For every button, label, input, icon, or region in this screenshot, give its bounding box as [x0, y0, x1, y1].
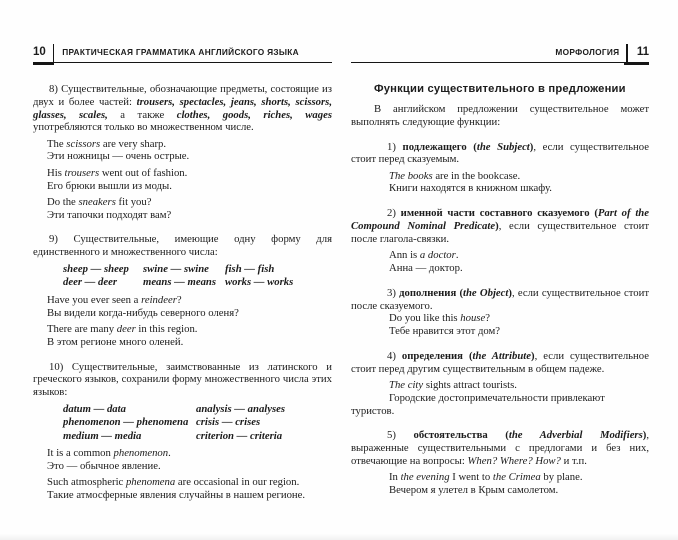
text-segment: а также: [107, 108, 177, 121]
text-segment: Вечером я улетел в Крым самолетом.: [389, 484, 559, 497]
word-pair-list: [33, 403, 332, 443]
example-block: [33, 294, 332, 320]
word-pair: crisis — crises: [196, 416, 261, 429]
word-pair: fish — fish: [225, 263, 275, 276]
text-segment: Эти ножницы — очень острые.: [47, 150, 190, 163]
paragraph: [351, 429, 649, 467]
example-line: [351, 471, 649, 484]
text-segment: 1): [387, 140, 403, 153]
example-block: [33, 323, 332, 349]
text-segment: .: [455, 249, 459, 262]
text-segment: phenomena: [125, 476, 176, 489]
text-segment: sneakers: [78, 195, 116, 208]
text-segment: reindeer: [141, 293, 177, 306]
page-number: 11: [636, 45, 649, 58]
example-block: [33, 447, 332, 473]
example-line: [351, 182, 649, 195]
text-segment: by plane.: [540, 471, 583, 484]
example-block: [33, 138, 332, 164]
text-segment: ): [529, 140, 534, 153]
paragraph: [33, 83, 332, 134]
text-segment: подлежащего (: [402, 140, 477, 153]
page-content-left: [33, 63, 332, 502]
text-segment: Книги находятся в книжном шкафу.: [389, 182, 552, 195]
example-block: [351, 379, 649, 417]
text-segment: , если существительное стоит после сказуемого.: [351, 286, 649, 312]
example-block: [351, 312, 649, 338]
page-header-left: [33, 44, 332, 63]
text-segment: trousers: [64, 166, 100, 179]
text-segment: Have you ever seen a: [47, 293, 142, 306]
text-segment: The: [47, 137, 67, 150]
example-block: [351, 170, 649, 196]
word-pair: swine — swine: [143, 263, 209, 276]
text-segment: the Attribute: [472, 349, 531, 362]
example-line: [33, 209, 332, 222]
text-segment: и т.п.: [560, 455, 587, 468]
word-pair: criterion — criteria: [196, 429, 283, 442]
text-segment: , если существительное стоит перед другим существительным в общем падеже.: [351, 349, 649, 375]
text-segment: scissors: [66, 137, 101, 150]
text-segment: ): [508, 286, 512, 299]
text-segment: Это — обычное явление.: [47, 459, 161, 472]
example-line: [351, 262, 649, 275]
text-segment: Тебе нравится этот дом?: [389, 325, 501, 338]
text-segment: deer: [116, 322, 136, 335]
book-page-right: [351, 44, 649, 500]
text-segment: Do the: [47, 195, 79, 208]
example-line: [33, 196, 332, 209]
text-segment: There are many: [47, 322, 117, 335]
example-line: [351, 379, 649, 392]
example-line: [351, 484, 649, 497]
text-segment: went out of fashion.: [99, 166, 188, 179]
text-segment: the Object: [463, 286, 509, 299]
example-block: [33, 476, 332, 502]
example-line: [33, 476, 332, 489]
example-line: [33, 460, 332, 473]
text-segment: 2): [387, 207, 401, 220]
text-segment: are very sharp.: [100, 137, 167, 150]
text-segment: phenomenon: [113, 447, 169, 460]
running-title: МОРФОЛОГИЯ: [555, 47, 620, 58]
header-divider: [53, 44, 54, 62]
text-segment: the evening: [400, 471, 450, 484]
example-line: [33, 336, 332, 349]
text-segment: 10) Существительные, заимствованные из латинского и греческого языков, сохранили форму множественного числа этих языков:: [33, 360, 332, 399]
text-segment: Такие атмосферные явления случайны в нашем регионе.: [47, 489, 306, 502]
text-segment: Анна — доктор.: [389, 261, 463, 274]
text-segment: in this region.: [135, 322, 198, 335]
text-segment: fit you?: [115, 195, 152, 208]
text-segment: The books: [389, 169, 433, 182]
word-pair: phenomenon — phenomena: [63, 416, 189, 429]
text-segment: определения (: [401, 349, 473, 362]
paragraph: [351, 103, 649, 129]
example-line: [33, 294, 332, 307]
word-pair-list: [33, 263, 332, 290]
example-line: [351, 392, 649, 418]
text-segment: In: [389, 471, 401, 484]
text-segment: When? Where? How?: [467, 455, 561, 468]
example-line: [351, 312, 649, 325]
paragraph: [351, 350, 649, 376]
text-segment: Эти тапочки подходят вам?: [47, 208, 172, 221]
text-segment: Вы видели когда-нибудь северного оленя?: [47, 306, 239, 319]
paragraph: [351, 207, 649, 245]
word-pair: deer — deer: [63, 276, 118, 289]
text-segment: В английском предложении существительное может выполнять следующие функции:: [351, 103, 649, 128]
word-pair: sheep — sheep: [63, 263, 129, 276]
page-header-right: [351, 44, 649, 63]
example-line: [33, 167, 332, 180]
scan-bottom-shadow: [0, 533, 678, 540]
word-pair: datum — data: [63, 402, 126, 415]
text-segment: the Crimea: [492, 471, 541, 484]
example-line: [351, 170, 649, 183]
text-segment: house: [460, 312, 486, 325]
text-segment: His: [47, 166, 65, 179]
text-segment: 9) Существительные, имеющие одну форму для единственного и множественного числа:: [33, 233, 332, 259]
text-segment: Do you like this: [389, 312, 461, 325]
text-segment: ): [531, 349, 535, 362]
paragraph: [33, 233, 332, 259]
text-segment: the Adverbial Modifiers: [508, 429, 643, 442]
text-segment: are in the bookcase.: [432, 169, 521, 182]
text-segment: sights attract tourists.: [423, 379, 517, 392]
example-line: [33, 307, 332, 320]
text-segment: Городские достопримечательности привлекают туристов.: [351, 391, 605, 417]
example-block: [351, 471, 649, 497]
word-pair: analysis — analyses: [196, 402, 286, 415]
paragraph: [33, 361, 332, 399]
text-segment: a doctor: [419, 249, 456, 262]
text-segment: именной части составного сказуемого (: [400, 207, 598, 220]
text-segment: the Subject: [476, 140, 530, 153]
text-segment: It is a common: [47, 447, 114, 460]
text-segment: 8) Существительные, обозначающие предметы, состоящие из двух и более частей:: [33, 83, 332, 108]
paragraph: [351, 141, 649, 167]
example-block: [33, 196, 332, 222]
example-line: [33, 489, 332, 502]
text-segment: 4): [387, 349, 402, 362]
example-line: [33, 447, 332, 460]
page-content-right: [351, 63, 649, 497]
text-segment: The city: [389, 379, 424, 392]
example-line: [33, 138, 332, 151]
text-segment: , если существительное стоит после глагола-связки.: [351, 220, 649, 245]
text-segment: дополнения (: [399, 286, 464, 299]
example-line: [351, 325, 649, 338]
text-segment: Его брюки вышли из моды.: [47, 179, 172, 192]
text-segment: 3): [387, 286, 400, 299]
word-pair: medium — media: [63, 429, 142, 442]
example-line: [33, 150, 332, 163]
page-number: 10: [33, 45, 46, 58]
text-segment: ): [642, 429, 647, 442]
text-segment: ?: [485, 312, 490, 325]
text-segment: ?: [176, 293, 182, 306]
text-segment: trousers, spectacles, jeans, shorts, scissors, glasses, scales,: [33, 95, 332, 121]
text-segment: I went to: [449, 471, 493, 484]
example-line: [33, 323, 332, 336]
example-line: [351, 249, 649, 262]
text-segment: употребляются только во множественном числе.: [33, 121, 254, 134]
text-segment: В этом регионе много оленей.: [47, 335, 184, 348]
text-segment: , если существительное стоит перед сказуемым.: [351, 140, 649, 166]
example-block: [351, 249, 649, 275]
text-segment: Part of the Compound Nominal Predicate: [351, 207, 649, 233]
paragraph: [351, 287, 649, 313]
text-segment: .: [168, 447, 171, 460]
word-pair: works — works: [225, 276, 294, 289]
text-segment: clothes, goods, riches, wages: [176, 108, 332, 121]
text-segment: ): [495, 220, 499, 233]
example-line: [33, 180, 332, 193]
example-block: [33, 167, 332, 193]
text-segment: , выраженные существительными с предлогами и без них, отвечающие на вопросы:: [351, 429, 649, 468]
page-number-underline: [624, 62, 649, 65]
book-page-left: [33, 44, 332, 505]
text-segment: Such atmospheric: [47, 476, 126, 489]
running-title: ПРАКТИЧЕСКАЯ ГРАММАТИКА АНГЛИЙСКОГО ЯЗЫКА: [62, 47, 299, 58]
header-divider: [626, 44, 627, 62]
word-pair: means — means: [143, 276, 217, 289]
section-heading: Функции существительного в предложении: [374, 83, 626, 95]
text-segment: Ann is: [389, 249, 420, 262]
page-number-underline: [33, 62, 54, 65]
text-segment: обстоятельства (: [413, 429, 509, 442]
text-segment: 5): [387, 429, 414, 442]
text-segment: are occasional in our region.: [175, 476, 300, 489]
